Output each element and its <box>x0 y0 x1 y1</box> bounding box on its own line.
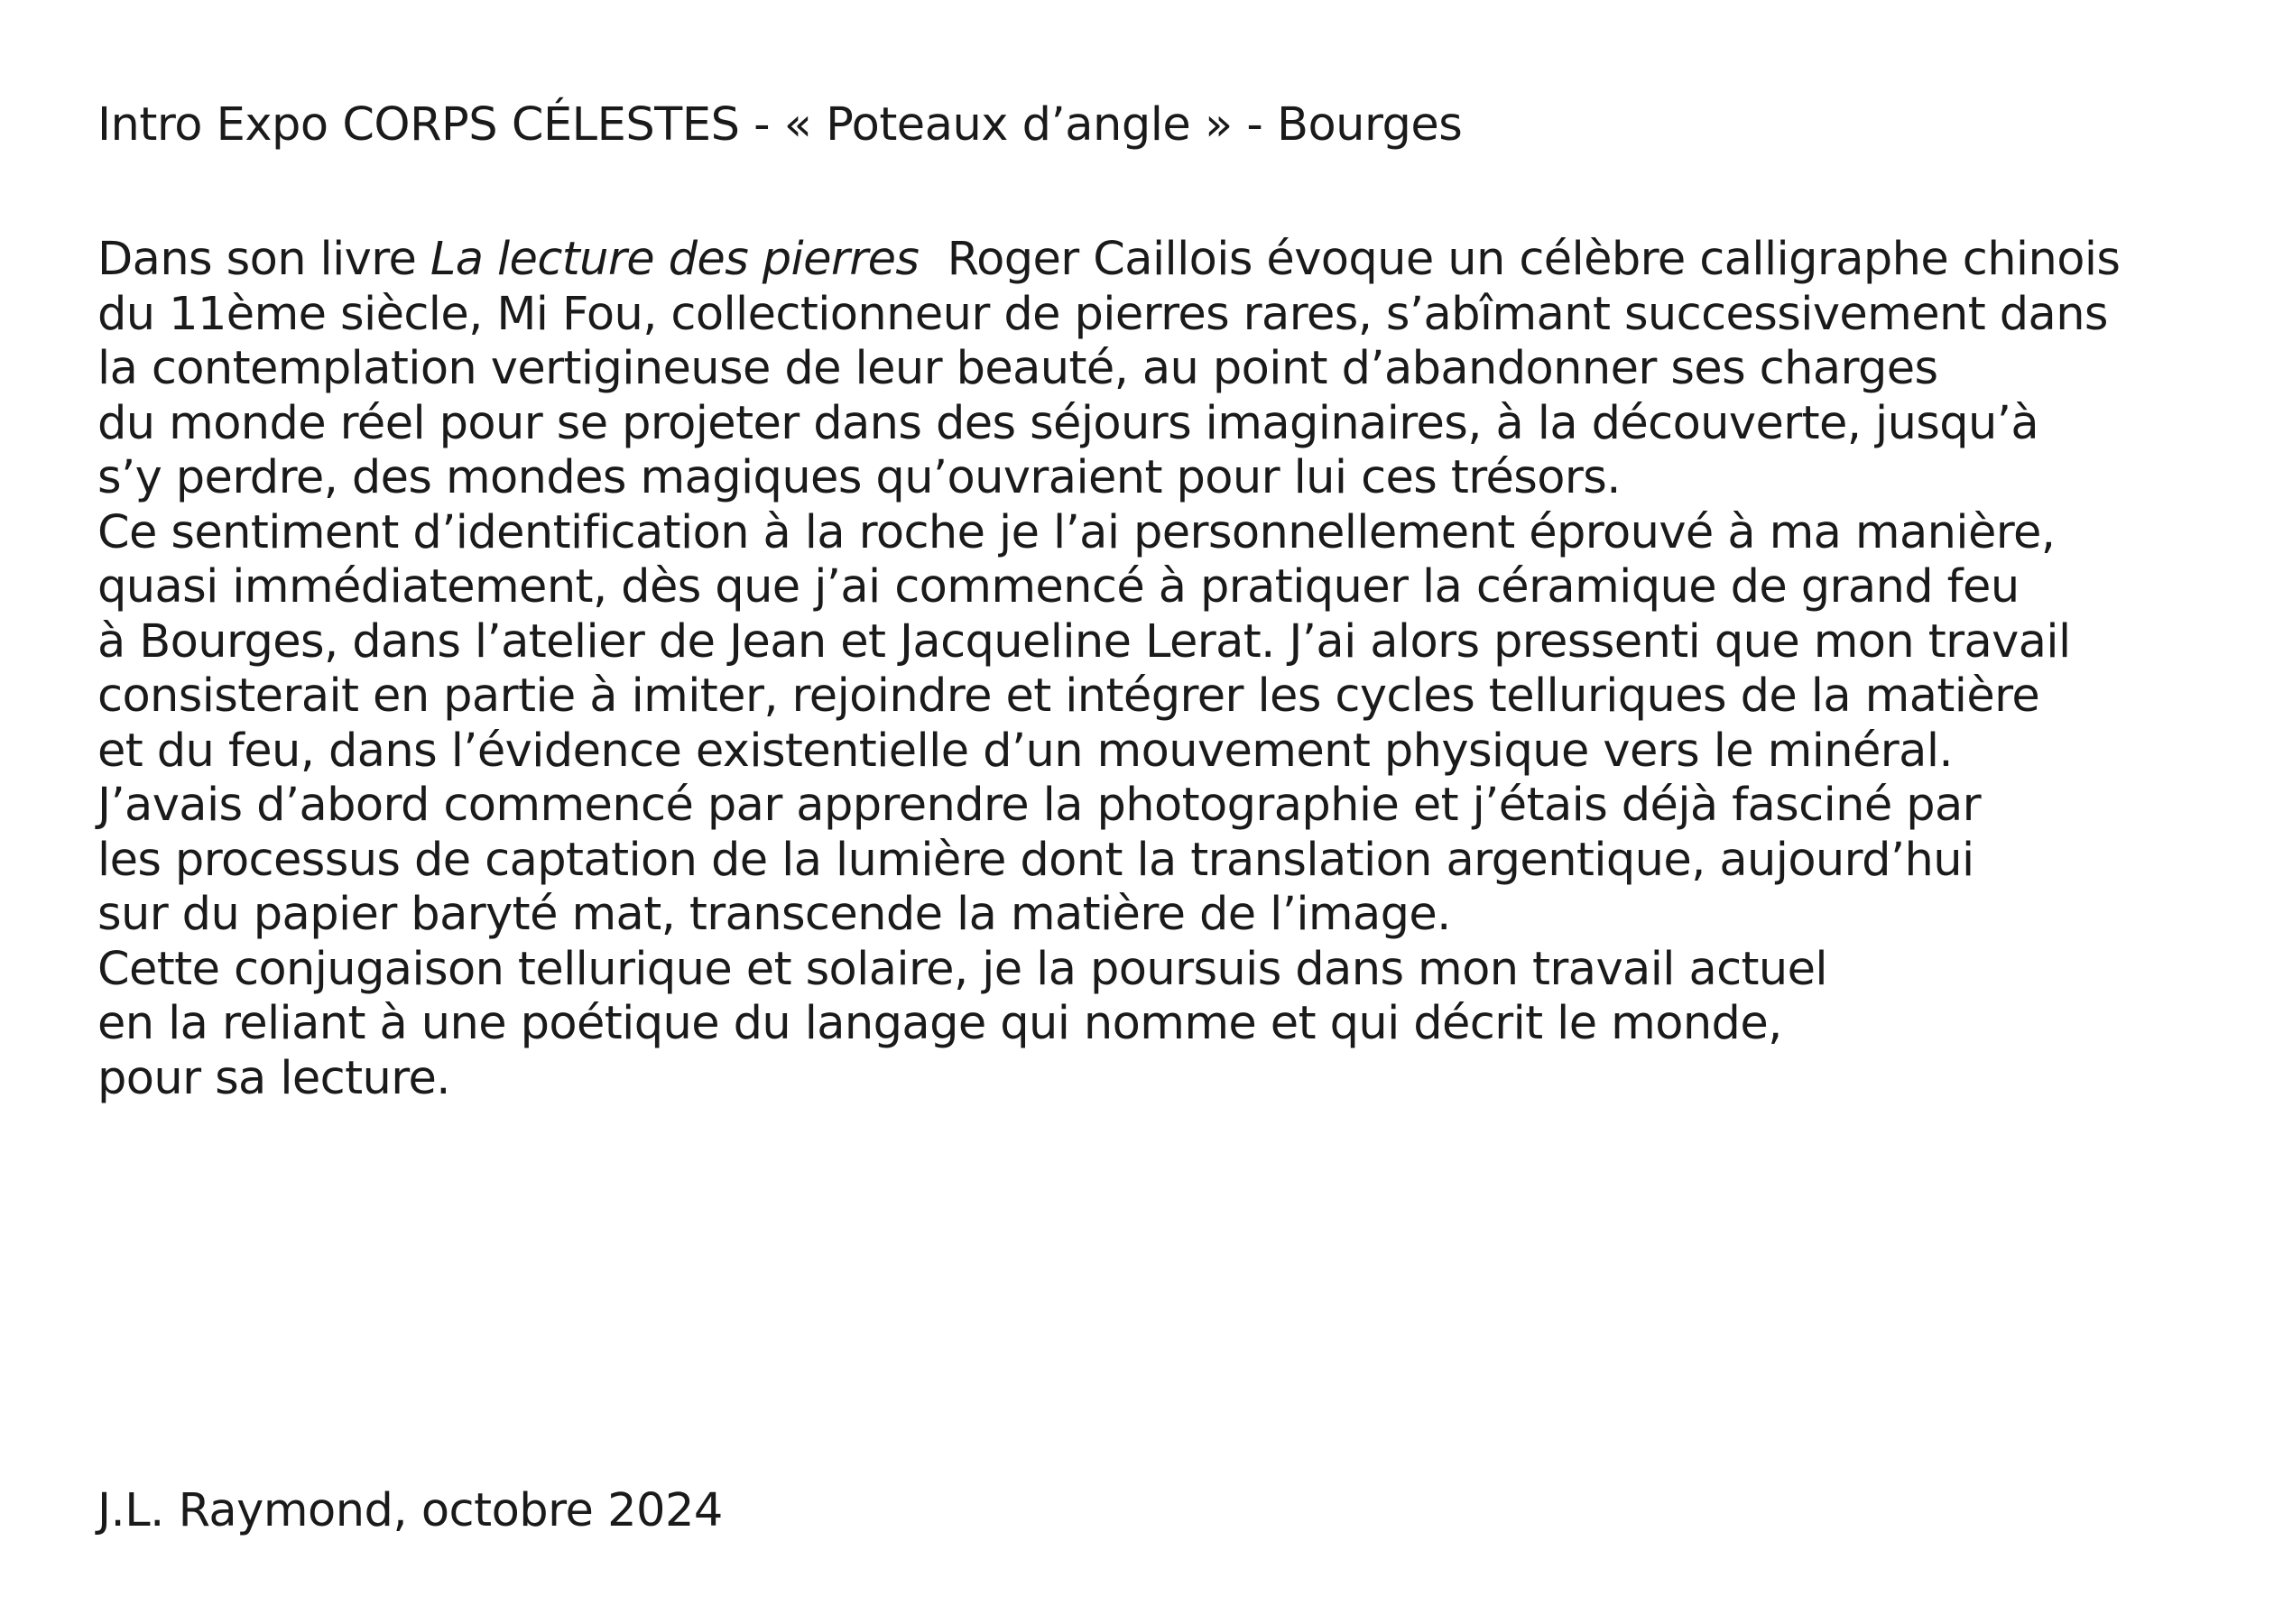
body-line: en la reliant à une poétique du langage qui nomme et qui décrit le monde, <box>97 997 1782 1050</box>
body-line: sur du papier baryté mat, transcende la matière de l’image. <box>97 888 1451 941</box>
body-line: s’y perdre, des mondes magiques qu’ouvraient pour lui ces trésors. <box>97 451 1621 504</box>
body-line: quasi immédiatement, dès que j’ai commencé à pratiquer la céramique de grand feu <box>97 560 2020 614</box>
body-line-prefix: Dans son livre <box>97 233 430 286</box>
body-line: du 11ème siècle, Mi Fou, collectionneur de pierres rares, s’abîmant successivement dans <box>97 287 2108 341</box>
body-line: pour sa lecture. <box>97 1051 450 1105</box>
signature: J.L. Raymond, octobre 2024 <box>97 1484 723 1537</box>
body-line: Ce sentiment d’identification à la roche je l’ai personnellement éprouvé à ma manière, <box>97 505 2056 559</box>
body-line: du monde réel pour se projeter dans des séjours imaginaires, à la découverte, jusqu’à <box>97 396 2039 450</box>
body-line: à Bourges, dans l’atelier de Jean et Jacqueline Lerat. J’ai alors pressenti que mon travail <box>97 614 2071 669</box>
body-line <box>97 233 2120 288</box>
document-title: Intro Expo CORPS CÉLESTES - « Poteaux d’angle » - Bourges <box>97 98 1463 152</box>
body-line: consisterait en partie à imiter, rejoindre et intégrer les cycles telluriques de la matière <box>97 669 2040 723</box>
book-title: La lecture des pierres <box>430 233 920 286</box>
body-line: et du feu, dans l’évidence existentielle d’un mouvement physique vers le minéral. <box>97 724 1953 778</box>
body-line: les processus de captation de la lumière dont la translation argentique, aujourd’hui <box>97 833 1974 887</box>
body-line-suffix: Roger Caillois évoque un célèbre calligraphe chinois <box>919 233 2121 286</box>
document-body <box>97 233 2120 1106</box>
body-line: J’avais d’abord commencé par apprendre la photographie et j’étais déjà fasciné par <box>97 779 1982 832</box>
body-line: la contemplation vertigineuse de leur beauté, au point d’abandonner ses charges <box>97 342 1938 395</box>
body-line: Cette conjugaison tellurique et solaire, je la poursuis dans mon travail actuel <box>97 942 1827 996</box>
